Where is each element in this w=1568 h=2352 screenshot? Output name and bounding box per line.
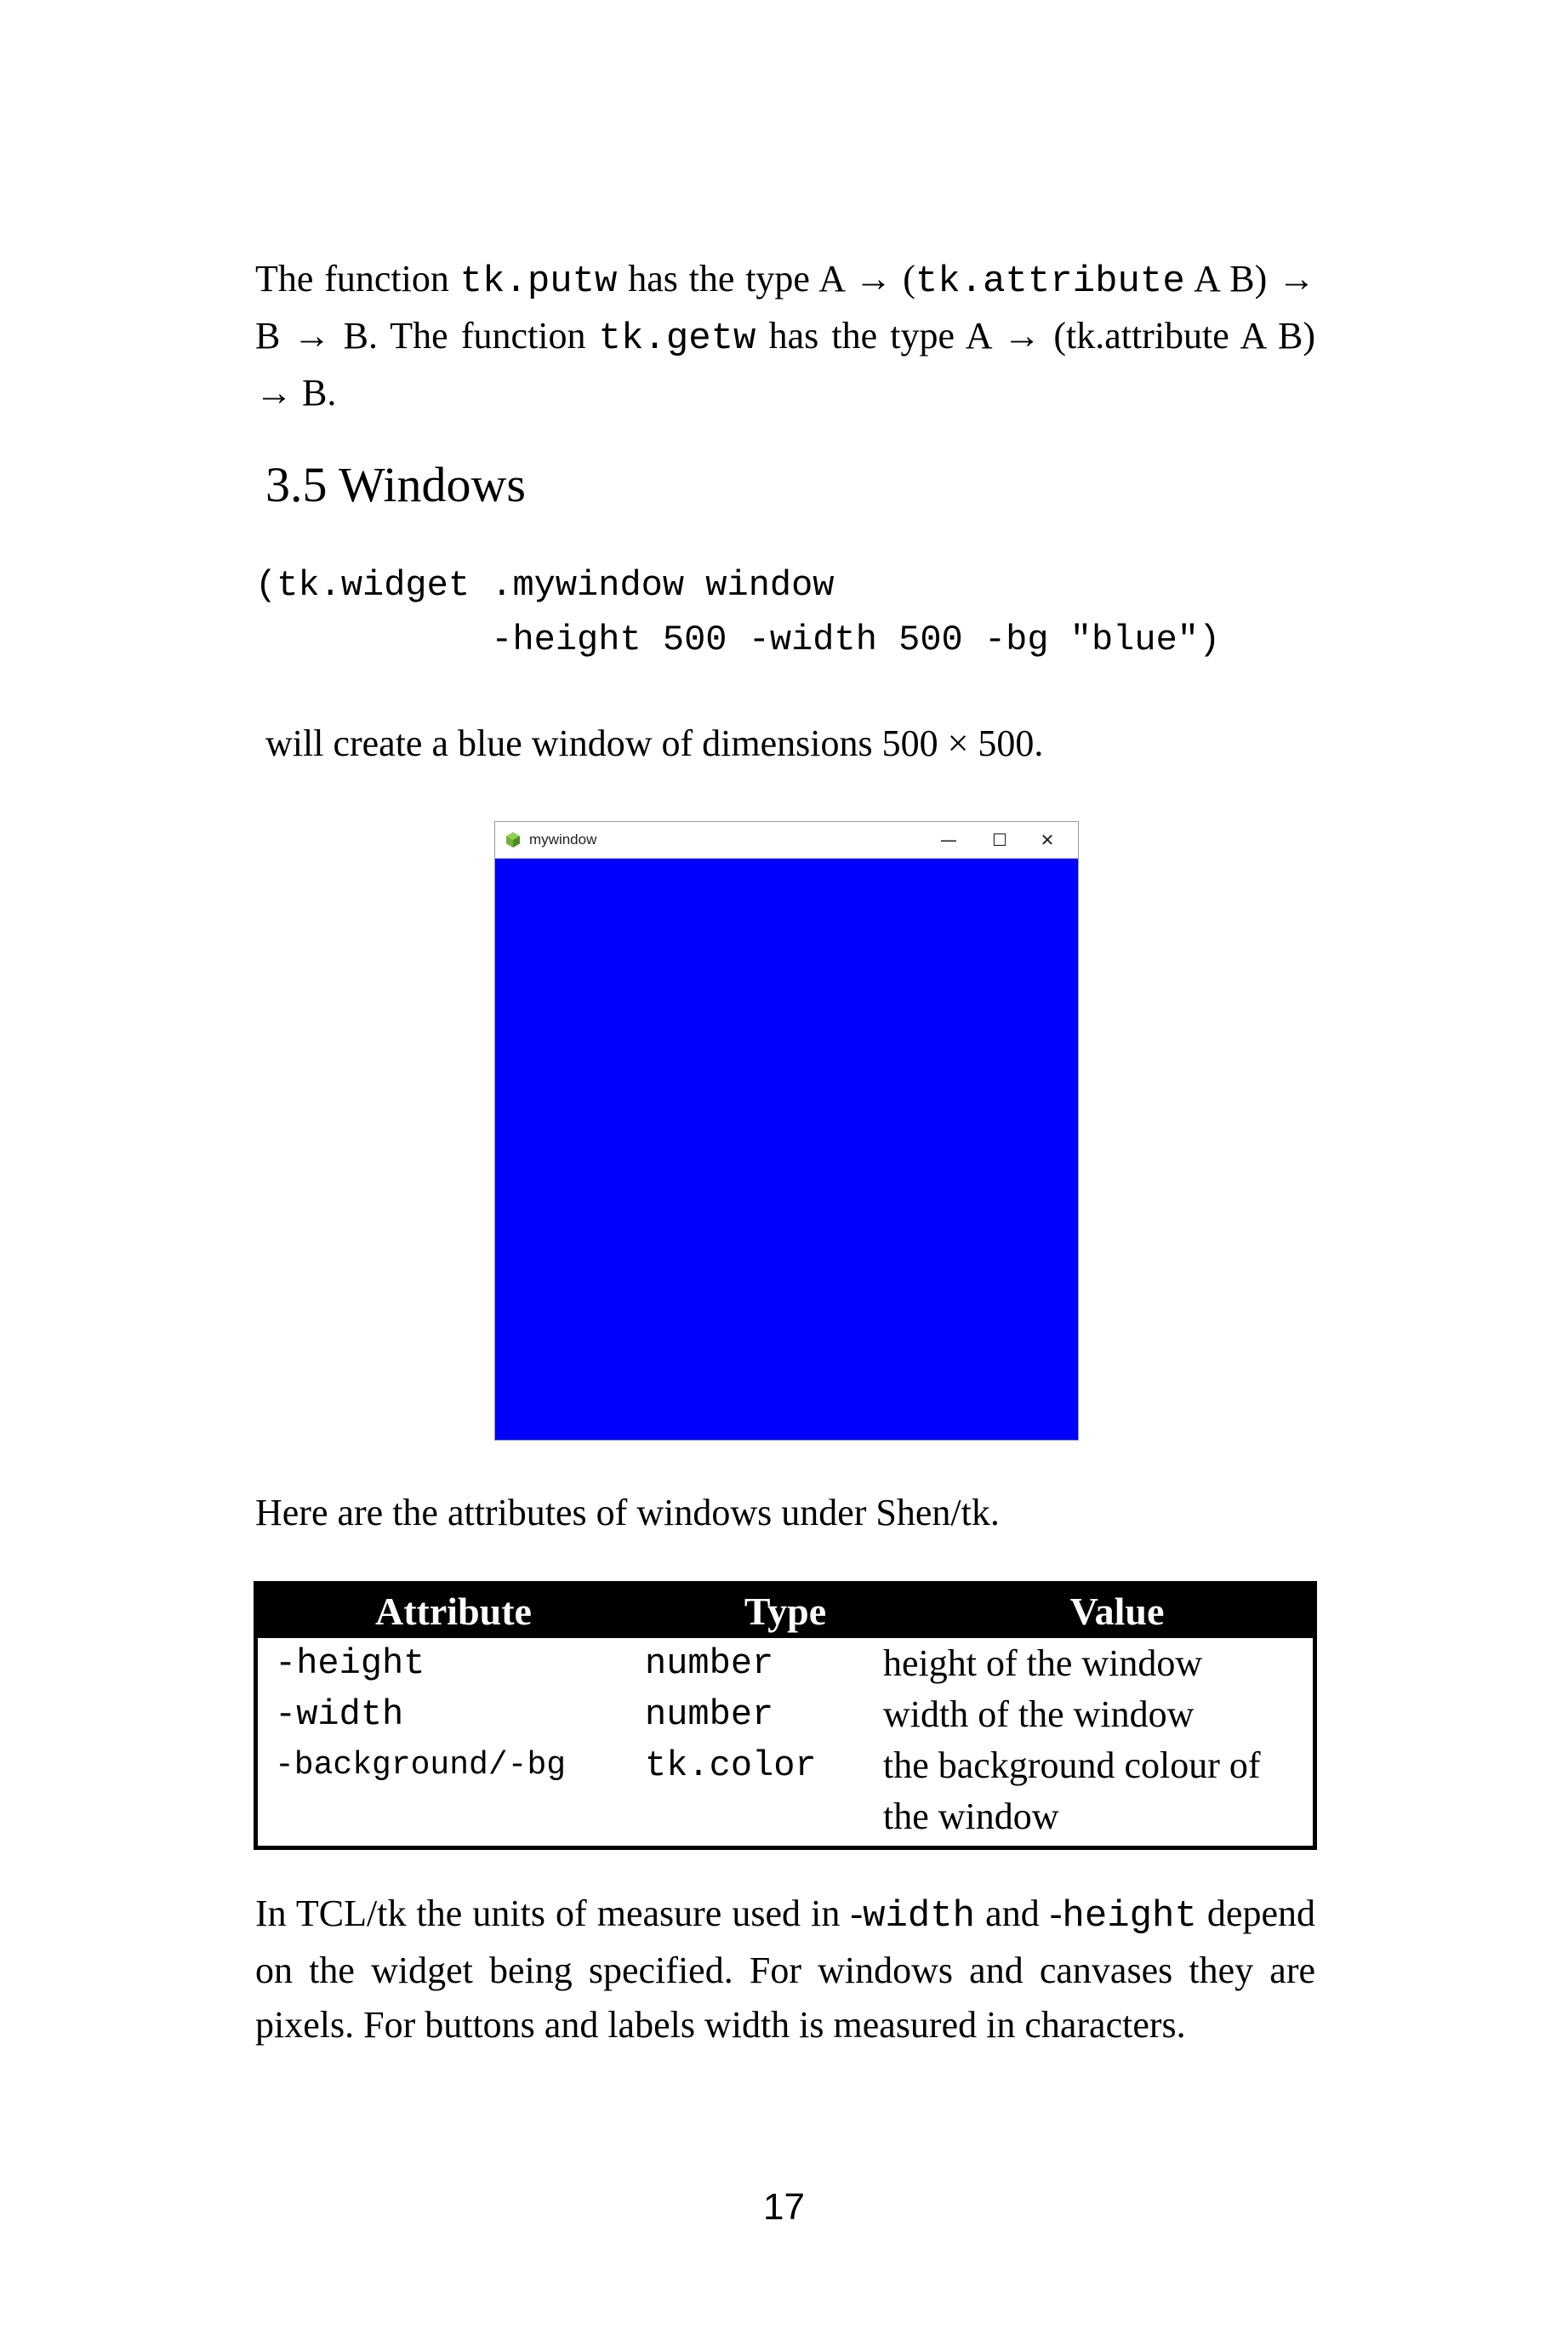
- cell-value: the background colour of the window: [883, 1744, 1261, 1837]
- intro-text-3: A B) → B → B. The function: [255, 258, 1315, 357]
- units-paragraph: [255, 1887, 1315, 2052]
- window-titlebar: [495, 822, 1078, 859]
- code-tk-getw: tk.getw: [598, 317, 756, 360]
- window-blue-body: [495, 859, 1078, 1440]
- cell-type: number: [645, 1694, 774, 1735]
- table-row: [258, 1740, 1313, 1846]
- units-text-2: and -: [975, 1892, 1063, 1934]
- section-heading: 3.5 Windows: [265, 457, 526, 512]
- cell-attribute: -background/-bg: [275, 1747, 567, 1784]
- attributes-table: [254, 1581, 1317, 1850]
- code-tk-putw: tk.putw: [459, 260, 618, 303]
- intro-text-1: The function: [255, 258, 460, 300]
- intro-paragraph: [255, 252, 1315, 420]
- header-value: Value: [1069, 1590, 1165, 1633]
- header-attribute: Attribute: [375, 1590, 532, 1633]
- cell-attribute: -width: [275, 1694, 404, 1735]
- units-text-3: depend on the widget being specified. For windows and canvases they are pixels. For buttons and labels width is measured in characters.: [255, 1892, 1315, 2046]
- cell-type: number: [645, 1643, 774, 1684]
- code-line-2: -height 500 -width 500 -bg "blue"): [255, 619, 1221, 660]
- code-block: [255, 558, 1220, 667]
- window-screenshot: [494, 821, 1079, 1441]
- header-type: Type: [744, 1590, 827, 1633]
- window-title: mywindow: [529, 831, 597, 848]
- cell-value: height of the window: [883, 1642, 1203, 1684]
- cell-attribute: -height: [275, 1643, 425, 1684]
- feather-logo-icon: [505, 831, 521, 848]
- code-line-1: (tk.widget .mywindow window: [255, 565, 835, 606]
- cell-type: tk.color: [645, 1745, 817, 1786]
- intro-text-4: has the type A → (tk.attribute A B) → B.: [255, 315, 1315, 414]
- close-icon[interactable]: ✕: [1040, 830, 1055, 850]
- maximize-icon[interactable]: ☐: [992, 830, 1007, 850]
- code-caption: will create a blue window of dimensions 500 × 500.: [265, 722, 1044, 764]
- intro-text-2: has the type A → (: [617, 258, 915, 300]
- table-row: [258, 1689, 1313, 1740]
- code-tk-attribute: tk.attribute: [915, 260, 1185, 303]
- minimize-icon[interactable]: —: [940, 830, 957, 850]
- code-height: height: [1062, 1895, 1197, 1938]
- table-row: [258, 1638, 1313, 1689]
- table-header: [258, 1585, 1313, 1638]
- code-width: width: [863, 1895, 976, 1938]
- page-number: 17: [763, 2186, 805, 2228]
- cell-value: width of the window: [883, 1693, 1195, 1735]
- attributes-intro: Here are the attributes of windows under Shen/tk.: [255, 1492, 1000, 1533]
- units-text-1: In TCL/tk the units of measure used in -: [255, 1892, 864, 1934]
